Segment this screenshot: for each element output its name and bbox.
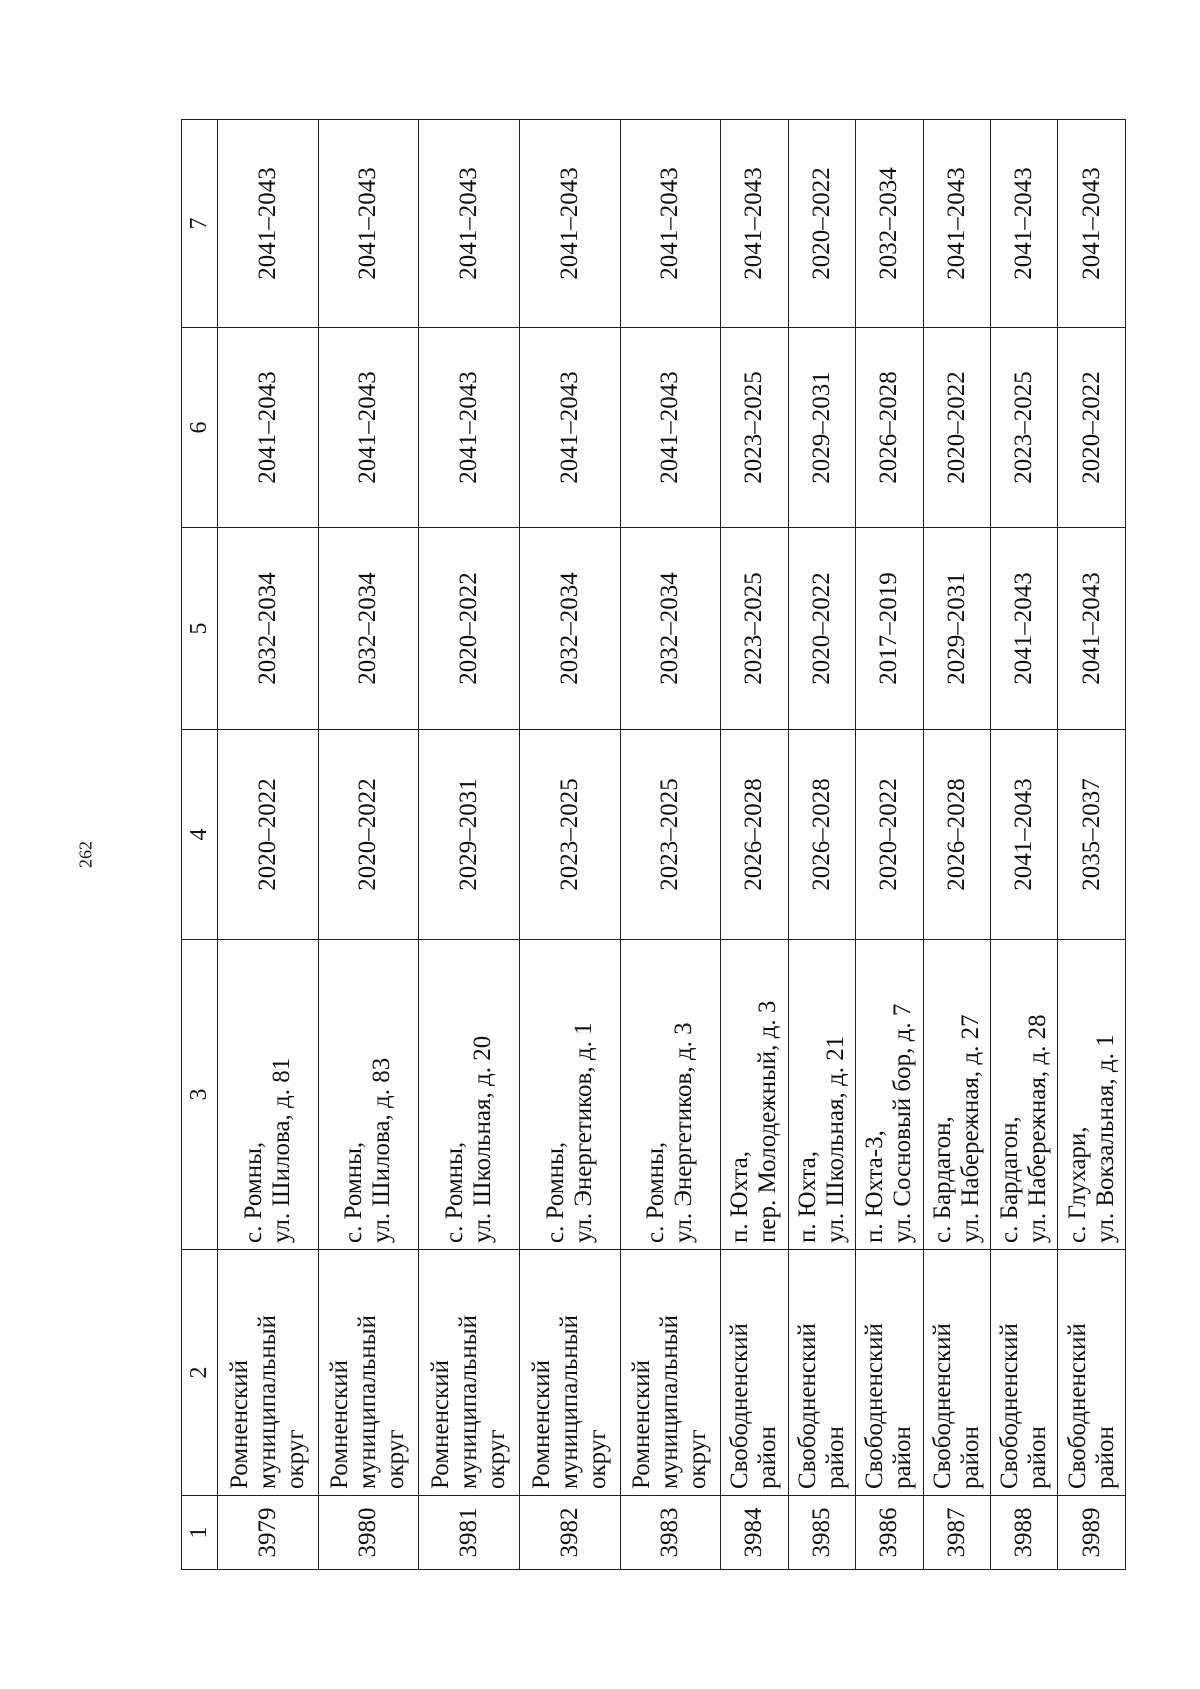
period-cell-col4: 2029–2031 (419, 730, 520, 940)
page-number: 262 (75, 841, 96, 868)
address-line-2: ул. Энергетиков, д. 1 (569, 1022, 597, 1243)
address-line-2: ул. Шилова, д. 81 (267, 1057, 295, 1243)
table-row (318, 120, 419, 1570)
address-line-1: с. Глухари, (1063, 1126, 1091, 1243)
table-row (519, 120, 620, 1570)
period-cell-col5: 2041–2043 (991, 528, 1058, 730)
period-cell-col6: 2041–2043 (419, 328, 520, 528)
column-header: 6 (182, 328, 218, 528)
address-line-2: ул. Энергетиков, д. 3 (670, 1022, 698, 1243)
address-line-2: ул. Сосновый бор, д. 7 (889, 1003, 917, 1243)
period-cell-col6: 2020–2022 (923, 328, 990, 528)
address-line-1: с. Ромны, (441, 1141, 469, 1243)
period-cell-col5: 2029–2031 (923, 528, 990, 730)
period-cell-col7: 2041–2043 (1058, 120, 1126, 328)
period-cell-col6: 2023–2025 (721, 328, 788, 528)
table-row (991, 120, 1058, 1570)
row-number-cell: 3980 (318, 1496, 419, 1570)
period-cell-col6: 2023–2025 (991, 328, 1058, 528)
period-cell-col5: 2020–2022 (419, 528, 520, 730)
address-cell (318, 940, 419, 1250)
district-cell: Свободненский район (788, 1250, 855, 1496)
period-cell-col5: 2020–2022 (788, 528, 855, 730)
address-line-1: п. Юхта-3, (861, 1130, 889, 1243)
period-cell-col6: 2041–2043 (318, 328, 419, 528)
period-cell-col6: 2041–2043 (519, 328, 620, 528)
period-cell-col4: 2041–2043 (991, 730, 1058, 940)
period-cell-col7: 2041–2043 (218, 120, 319, 328)
period-cell-col7: 2041–2043 (519, 120, 620, 328)
address-line-1: с. Бардагон, (928, 1116, 956, 1243)
period-cell-col5: 2017–2019 (856, 528, 923, 730)
period-cell-col4: 2023–2025 (620, 730, 721, 940)
address-line-2: ул. Набережная, д. 27 (956, 1014, 984, 1243)
address-line-1: п. Юхта, (726, 1150, 754, 1243)
district-cell: Ромненский муниципальный округ (620, 1250, 721, 1496)
period-cell-col7: 2041–2043 (318, 120, 419, 328)
district-cell: Ромненский муниципальный округ (318, 1250, 419, 1496)
address-cell (856, 940, 923, 1250)
address-cell (1058, 940, 1126, 1250)
district-cell: Свободненский район (991, 1250, 1058, 1496)
table-row (419, 120, 520, 1570)
address-cell (923, 940, 990, 1250)
address-line-2: пер. Молодежный, д. 3 (754, 1000, 782, 1243)
table-row (620, 120, 721, 1570)
district-cell: Свободненский район (923, 1250, 990, 1496)
period-cell-col6: 2020–2022 (1058, 328, 1126, 528)
address-line-2: ул. Школьная, д. 21 (821, 1035, 849, 1243)
address-line-2: ул. Вокзальная, д. 1 (1091, 1034, 1119, 1243)
row-number-cell: 3988 (991, 1496, 1058, 1570)
period-cell-col5: 2032–2034 (620, 528, 721, 730)
period-cell-col4: 2020–2022 (856, 730, 923, 940)
row-number-cell: 3981 (419, 1496, 520, 1570)
period-cell-col4: 2023–2025 (519, 730, 620, 940)
period-cell-col5: 2032–2034 (318, 528, 419, 730)
period-cell-col7: 2041–2043 (721, 120, 788, 328)
district-cell: Свободненский район (1058, 1250, 1126, 1496)
period-cell-col7: 2041–2043 (620, 120, 721, 328)
column-header: 7 (182, 120, 218, 328)
rotated-table-container (181, 120, 1126, 1570)
table-row (923, 120, 990, 1570)
district-cell: Свободненский район (856, 1250, 923, 1496)
period-cell-col6: 2041–2043 (620, 328, 721, 528)
address-line-2: ул. Школьная, д. 20 (469, 1035, 497, 1243)
district-cell: Ромненский муниципальный округ (419, 1250, 520, 1496)
period-cell-col7: 2041–2043 (923, 120, 990, 328)
address-cell (519, 940, 620, 1250)
row-number-cell: 3983 (620, 1496, 721, 1570)
address-cell (721, 940, 788, 1250)
address-line-1: с. Бардагон, (996, 1116, 1024, 1243)
period-cell-col4: 2020–2022 (318, 730, 419, 940)
row-number-cell: 3985 (788, 1496, 855, 1570)
address-cell (218, 940, 319, 1250)
period-cell-col7: 2041–2043 (991, 120, 1058, 328)
column-header: 2 (182, 1250, 218, 1496)
table-row (788, 120, 855, 1570)
table-body (218, 120, 1126, 1570)
address-cell (620, 940, 721, 1250)
row-number-cell: 3979 (218, 1496, 319, 1570)
period-cell-col7: 2020–2022 (788, 120, 855, 328)
period-cell-col6: 2029–2031 (788, 328, 855, 528)
address-cell (788, 940, 855, 1250)
column-header: 4 (182, 730, 218, 940)
address-line-1: с. Ромны, (239, 1141, 267, 1243)
address-line-1: п. Юхта, (793, 1150, 821, 1243)
period-cell-col7: 2041–2043 (419, 120, 520, 328)
registry-table (181, 119, 1126, 1570)
period-cell-col4: 2035–2037 (1058, 730, 1126, 940)
row-number-cell: 3989 (1058, 1496, 1126, 1570)
district-cell: Свободненский район (721, 1250, 788, 1496)
period-cell-col4: 2026–2028 (788, 730, 855, 940)
period-cell-col4: 2026–2028 (923, 730, 990, 940)
period-cell-col4: 2026–2028 (721, 730, 788, 940)
header-row (182, 120, 218, 1570)
row-number-cell: 3986 (856, 1496, 923, 1570)
period-cell-col6: 2026–2028 (856, 328, 923, 528)
period-cell-col6: 2041–2043 (218, 328, 319, 528)
period-cell-col7: 2032–2034 (856, 120, 923, 328)
row-number-cell: 3987 (923, 1496, 990, 1570)
period-cell-col5: 2032–2034 (218, 528, 319, 730)
district-cell: Ромненский муниципальный округ (519, 1250, 620, 1496)
address-cell (991, 940, 1058, 1250)
column-header: 5 (182, 528, 218, 730)
period-cell-col4: 2020–2022 (218, 730, 319, 940)
column-header: 1 (182, 1496, 218, 1570)
row-number-cell: 3982 (519, 1496, 620, 1570)
row-number-cell: 3984 (721, 1496, 788, 1570)
address-line-1: с. Ромны, (340, 1141, 368, 1243)
table-row (1058, 120, 1126, 1570)
address-line-2: ул. Шилова, д. 83 (368, 1057, 396, 1243)
table-row (856, 120, 923, 1570)
district-cell: Ромненский муниципальный округ (218, 1250, 319, 1496)
period-cell-col5: 2041–2043 (1058, 528, 1126, 730)
table-row (218, 120, 319, 1570)
address-line-1: с. Ромны, (541, 1141, 569, 1243)
address-line-1: с. Ромны, (642, 1141, 670, 1243)
period-cell-col5: 2032–2034 (519, 528, 620, 730)
address-cell (419, 940, 520, 1250)
table-row (721, 120, 788, 1570)
period-cell-col5: 2023–2025 (721, 528, 788, 730)
address-line-2: ул. Набережная, д. 28 (1024, 1014, 1052, 1243)
column-header: 3 (182, 940, 218, 1250)
